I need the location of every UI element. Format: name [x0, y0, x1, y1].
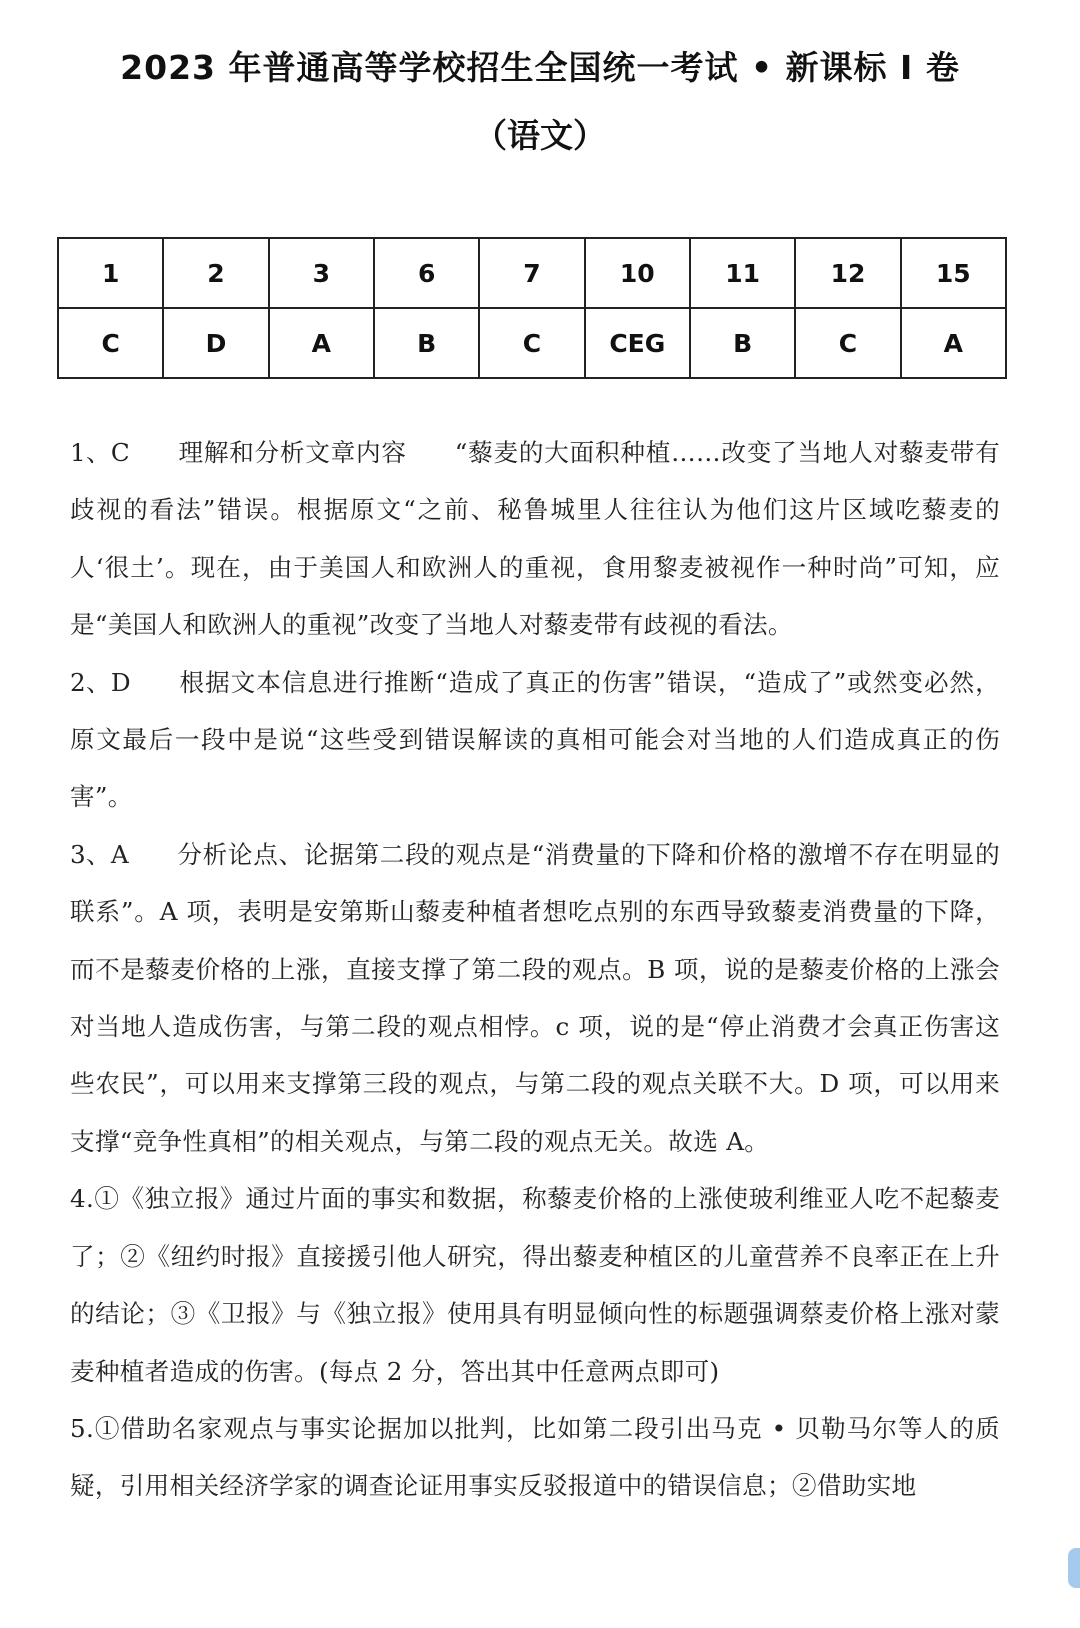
question-number-cell: 7 [479, 238, 584, 308]
question-number-cell: 11 [690, 238, 795, 308]
explanation-number: 3、A [70, 839, 129, 869]
answer-cell: A [269, 308, 374, 378]
answer-cell: B [690, 308, 795, 378]
explanation-text: 第二段的观点是“消费量的下降和价格的激增不存在明显的联系”。A 项，表明是安第斯山藜麦种植者想吃点别的东西导致藜麦消费量的下降，而不是藜麦价格的上涨，直接支撑了第二段的观点。B 项，说的是藜麦价格的上涨会对当地人造成伤害，与第二段的观点相悖。c 项，说的是“停止消费才会真正伤害这些农民”，可以用来支撑第三段的观点，与第二段的观点关联不大。D 项，可以用来支撑“竞争性真相”的相关观点，与第二段的观点无关。故选 A。 [70, 839, 1000, 1156]
explanation-q3 [70, 826, 1000, 1170]
answer-cell: CEG [585, 308, 690, 378]
explanation-q5 [70, 1400, 1000, 1515]
explanation-body [70, 424, 1000, 1515]
question-number-cell: 6 [374, 238, 479, 308]
explanation-text: 5.①借助名家观点与事实论据加以批判，比如第二段引出马克 • 贝勒马尔等人的质疑，引用相关经济学家的调查论证用事实反驳报道中的错误信息；②借助实地 [70, 1413, 1000, 1501]
question-number-cell: 10 [585, 238, 690, 308]
answer-cell: C [479, 308, 584, 378]
page-title: 2023 年普通高等学校招生全国统一考试 • 新课标 I 卷 [120, 48, 960, 87]
answer-cell: B [374, 308, 479, 378]
answer-table [57, 237, 1007, 379]
explanation-text: “造成了真正的伤害”错误，“造成了”或然变必然，原文最后一段中是说“这些受到错误解读的真相可能会对当地的人们造成真正的伤害”。 [70, 667, 1000, 812]
explanation-q4 [70, 1170, 1000, 1400]
explanation-topic: 理解和分析文章内容 [177, 438, 407, 467]
explanation-q1 [70, 424, 1000, 654]
explanation-text: 4.①《独立报》通过片面的事实和数据，称藜麦价格的上涨使玻利维亚人吃不起藜麦了；②《纽约时报》直接援引他人研究，得出藜麦种植区的儿童营养不良率正在上升的结论；③《卫报》与《独立报》使用具有明显倾向性的标题强调蔡麦价格上涨对蒙麦种植者造成的伤害。(每点 2 分，答出其中任意两点即可) [70, 1184, 1000, 1386]
question-number-cell: 15 [901, 238, 1006, 308]
answer-cell: C [795, 308, 900, 378]
answer-cell: D [163, 308, 268, 378]
explanation-text: “藜麦的大面积种植……改变了当地人对藜麦带有歧视的看法”错误。根据原文“之前、秘鲁城里人往往认为他们这片区域吃藜麦的人‘很土’。现在，由于美国人和欧洲人的重视，食用黎麦被视作一种时尚”可知，应是“美国人和欧洲人的重视”改变了当地人对藜麦带有歧视的看法。 [70, 438, 1000, 640]
explanation-q2 [70, 654, 1000, 826]
answer-row [58, 308, 1006, 378]
explanation-number: 2、D [70, 667, 131, 697]
question-number-row [58, 238, 1006, 308]
explanation-topic: 根据文本信息进行推断 [178, 667, 436, 697]
scroll-indicator [1068, 1548, 1080, 1588]
question-number-cell: 1 [58, 238, 163, 308]
explanation-topic: 分析论点、论据 [176, 839, 355, 869]
question-number-cell: 3 [269, 238, 374, 308]
question-number-cell: 2 [163, 238, 268, 308]
explanation-number: 1、C [70, 438, 130, 467]
page-subtitle: （语文） [474, 116, 606, 155]
answer-cell: A [901, 308, 1006, 378]
answer-cell: C [58, 308, 163, 378]
question-number-cell: 12 [795, 238, 900, 308]
